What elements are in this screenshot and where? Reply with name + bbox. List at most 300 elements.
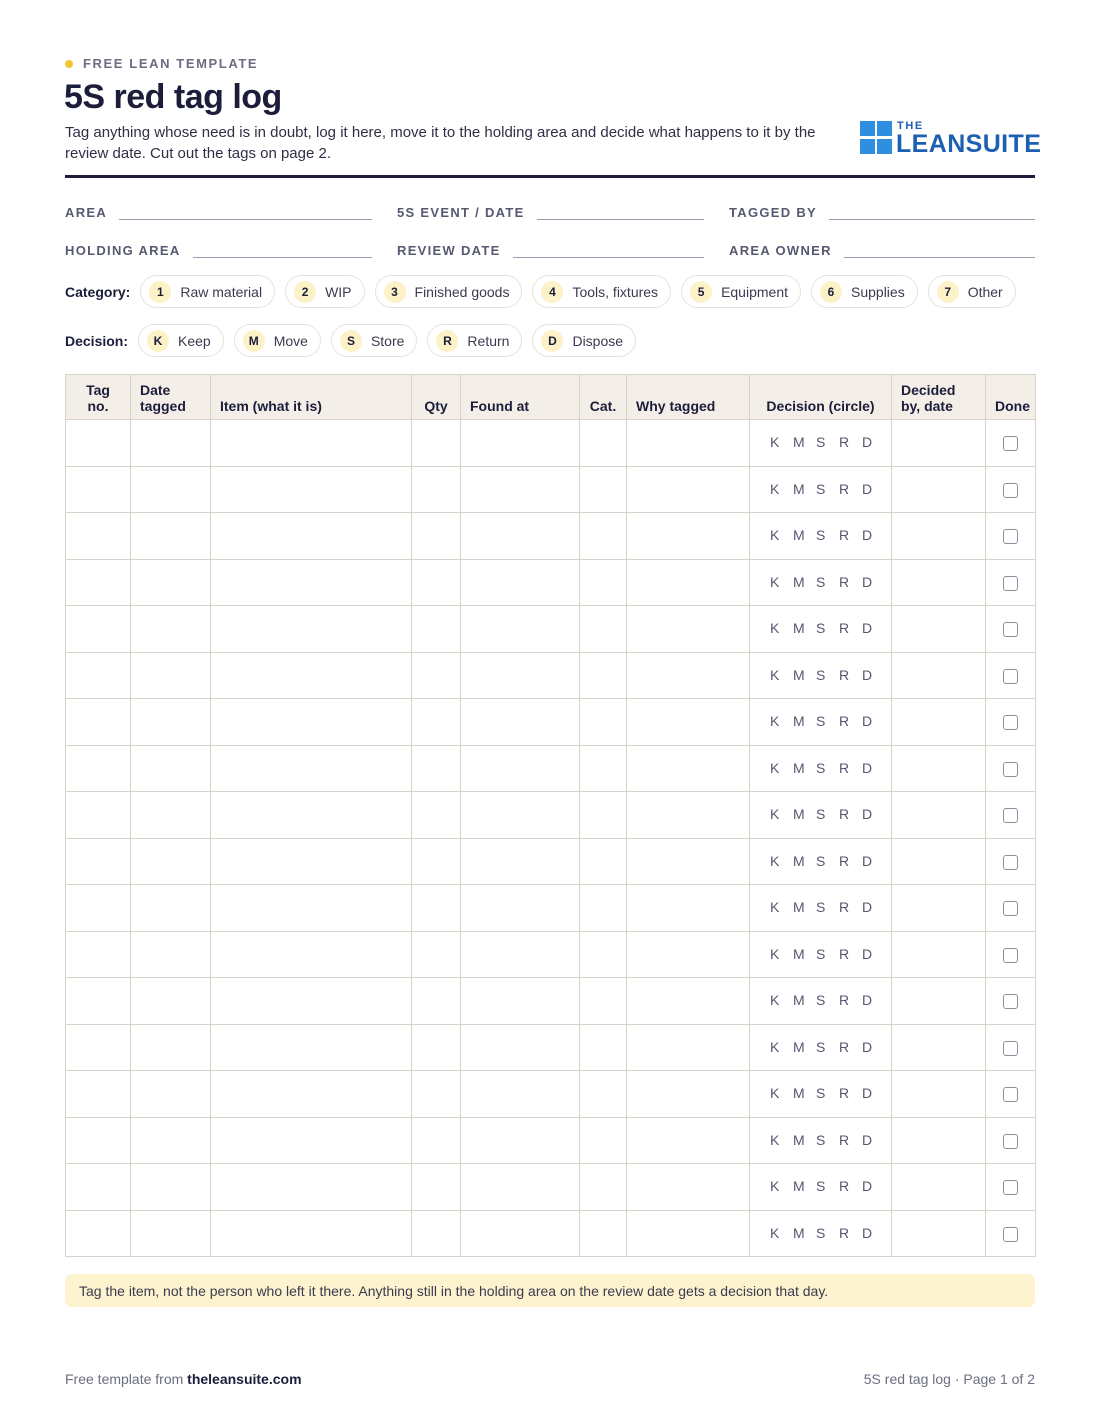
- cell-cat[interactable]: [580, 559, 627, 606]
- decision-option[interactable]: D: [862, 1038, 873, 1055]
- cell-decided[interactable]: [892, 1071, 986, 1118]
- decision-option[interactable]: M: [793, 1178, 805, 1194]
- cell-date-tagged[interactable]: [131, 838, 211, 885]
- cell-qty[interactable]: [412, 1024, 461, 1071]
- done-checkbox[interactable]: [1003, 436, 1018, 451]
- done-checkbox[interactable]: [1003, 948, 1018, 963]
- cell-decision[interactable]: [750, 792, 892, 839]
- decision-option[interactable]: R: [839, 1178, 850, 1194]
- cell-tag-no[interactable]: [66, 699, 131, 746]
- done-checkbox[interactable]: [1003, 483, 1018, 498]
- decision-option[interactable]: D: [862, 806, 873, 822]
- cell-decided[interactable]: [892, 420, 986, 467]
- cell-qty[interactable]: [412, 792, 461, 839]
- cell-decided[interactable]: [892, 978, 986, 1025]
- cell-found-at[interactable]: [461, 885, 580, 932]
- cell-found-at[interactable]: [461, 652, 580, 699]
- cell-cat[interactable]: [580, 792, 627, 839]
- cell-tag-no[interactable]: [66, 1024, 131, 1071]
- cell-why-tagged[interactable]: [627, 652, 750, 699]
- cell-decided[interactable]: [892, 838, 986, 885]
- cell-found-at[interactable]: [461, 745, 580, 792]
- cell-date-tagged[interactable]: [131, 1117, 211, 1164]
- decision-option[interactable]: R: [839, 434, 850, 450]
- decision-option[interactable]: M: [793, 434, 805, 450]
- decision-option[interactable]: S: [816, 713, 826, 729]
- cell-date-tagged[interactable]: [131, 513, 211, 560]
- decision-option[interactable]: K: [770, 573, 780, 590]
- cell-why-tagged[interactable]: [627, 978, 750, 1025]
- cell-date-tagged[interactable]: [131, 1210, 211, 1257]
- cell-item[interactable]: [211, 1164, 412, 1211]
- cell-cat[interactable]: [580, 1210, 627, 1257]
- leansuite-logo: [858, 120, 1042, 158]
- decision-option[interactable]: M: [793, 620, 805, 636]
- done-checkbox[interactable]: [1003, 576, 1018, 591]
- decision-option[interactable]: M: [793, 480, 805, 497]
- category-pill: [140, 275, 275, 308]
- decision-option[interactable]: R: [839, 1224, 850, 1241]
- decision-option[interactable]: M: [793, 713, 805, 729]
- decision-option[interactable]: S: [816, 1224, 826, 1241]
- cell-item[interactable]: [211, 838, 412, 885]
- done-checkbox[interactable]: [1003, 622, 1018, 637]
- decision-option[interactable]: K: [770, 759, 780, 776]
- category-pill: [375, 275, 523, 308]
- decision-option[interactable]: S: [816, 806, 826, 822]
- decision-option[interactable]: D: [862, 852, 873, 869]
- cell-date-tagged[interactable]: [131, 699, 211, 746]
- cell-tag-no[interactable]: [66, 420, 131, 467]
- decision-option[interactable]: R: [839, 573, 850, 590]
- decision-option[interactable]: R: [839, 1038, 850, 1055]
- decision-option[interactable]: M: [793, 1131, 805, 1148]
- decision-option[interactable]: S: [816, 480, 826, 497]
- decision-option[interactable]: M: [793, 1085, 805, 1101]
- cell-decided[interactable]: [892, 1117, 986, 1164]
- decision-option[interactable]: D: [862, 620, 873, 636]
- cell-qty[interactable]: [412, 885, 461, 932]
- decision-option[interactable]: K: [770, 945, 780, 962]
- decision-option[interactable]: D: [862, 480, 873, 497]
- table-body: [66, 420, 1036, 1257]
- decision-option[interactable]: K: [770, 852, 780, 869]
- cell-date-tagged[interactable]: [131, 885, 211, 932]
- done-checkbox[interactable]: [1003, 1180, 1018, 1195]
- cell-found-at[interactable]: [461, 420, 580, 467]
- cell-cat[interactable]: [580, 466, 627, 513]
- cell-tag-no[interactable]: [66, 466, 131, 513]
- cell-why-tagged[interactable]: [627, 1117, 750, 1164]
- cell-decision[interactable]: [750, 699, 892, 746]
- cell-why-tagged[interactable]: [627, 838, 750, 885]
- done-checkbox[interactable]: [1003, 762, 1018, 777]
- holding-area-field[interactable]: [65, 244, 372, 258]
- decision-badge: M: [243, 330, 265, 352]
- cell-decision[interactable]: [750, 606, 892, 653]
- decision-option[interactable]: S: [816, 434, 826, 450]
- cell-decided[interactable]: [892, 466, 986, 513]
- cell-decision[interactable]: [750, 838, 892, 885]
- decision-option[interactable]: S: [816, 945, 826, 962]
- cell-why-tagged[interactable]: [627, 420, 750, 467]
- decision-option[interactable]: K: [770, 1085, 780, 1101]
- cell-item[interactable]: [211, 792, 412, 839]
- cell-date-tagged[interactable]: [131, 792, 211, 839]
- kicker-text: FREE LEAN TEMPLATE: [83, 56, 259, 71]
- cell-decision[interactable]: [750, 1164, 892, 1211]
- cell-decision[interactable]: [750, 885, 892, 932]
- cell-found-at[interactable]: [461, 466, 580, 513]
- decision-option[interactable]: R: [839, 852, 850, 869]
- decision-option[interactable]: K: [770, 1178, 780, 1194]
- decision-option[interactable]: S: [816, 852, 826, 869]
- done-checkbox[interactable]: [1003, 994, 1018, 1009]
- area-owner-field[interactable]: [729, 244, 1035, 258]
- cell-item[interactable]: [211, 513, 412, 560]
- cell-decision[interactable]: [750, 1071, 892, 1118]
- cell-decision[interactable]: [750, 652, 892, 699]
- table-row: [66, 885, 1036, 932]
- cell-tag-no[interactable]: [66, 1210, 131, 1257]
- cell-tag-no[interactable]: [66, 1117, 131, 1164]
- decision-option[interactable]: R: [839, 759, 850, 776]
- cell-found-at[interactable]: [461, 978, 580, 1025]
- decision-option[interactable]: D: [862, 1085, 873, 1101]
- decision-option[interactable]: S: [816, 620, 826, 636]
- cell-decision[interactable]: [750, 1024, 892, 1071]
- cell-decided[interactable]: [892, 559, 986, 606]
- decision-option[interactable]: D: [862, 759, 873, 776]
- decision-option[interactable]: R: [839, 480, 850, 497]
- decision-option[interactable]: M: [793, 899, 805, 915]
- cell-tag-no[interactable]: [66, 1164, 131, 1211]
- cell-decided[interactable]: [892, 1210, 986, 1257]
- cell-tag-no[interactable]: [66, 606, 131, 653]
- cell-item[interactable]: [211, 466, 412, 513]
- cell-date-tagged[interactable]: [131, 745, 211, 792]
- cell-found-at[interactable]: [461, 559, 580, 606]
- cell-tag-no[interactable]: [66, 652, 131, 699]
- cell-tag-no[interactable]: [66, 978, 131, 1025]
- cell-decision[interactable]: [750, 559, 892, 606]
- cell-why-tagged[interactable]: [627, 699, 750, 746]
- decision-option[interactable]: K: [770, 527, 780, 543]
- cell-tag-no[interactable]: [66, 838, 131, 885]
- decision-option[interactable]: K: [770, 1224, 780, 1241]
- cell-qty[interactable]: [412, 1164, 461, 1211]
- cell-tag-no[interactable]: [66, 513, 131, 560]
- cell-item[interactable]: [211, 1024, 412, 1071]
- done-checkbox[interactable]: [1003, 855, 1018, 870]
- cell-found-at[interactable]: [461, 513, 580, 560]
- cell-found-at[interactable]: [461, 1071, 580, 1118]
- event-date-line[interactable]: [537, 219, 704, 220]
- table-row: [66, 745, 1036, 792]
- tagged-by-line[interactable]: [829, 219, 1035, 220]
- decision-option[interactable]: R: [839, 1131, 850, 1148]
- cell-cat[interactable]: [580, 1164, 627, 1211]
- decision-option[interactable]: S: [816, 899, 826, 915]
- cell-cat[interactable]: [580, 1024, 627, 1071]
- cell-qty[interactable]: [412, 1071, 461, 1118]
- decision-option[interactable]: S: [816, 759, 826, 776]
- holding-area-line[interactable]: [193, 257, 372, 258]
- cell-cat[interactable]: [580, 745, 627, 792]
- decision-option[interactable]: D: [862, 713, 873, 729]
- decision-option[interactable]: D: [862, 666, 873, 683]
- cell-tag-no[interactable]: [66, 792, 131, 839]
- cell-why-tagged[interactable]: [627, 513, 750, 560]
- cell-qty[interactable]: [412, 745, 461, 792]
- cell-qty[interactable]: [412, 931, 461, 978]
- cell-item[interactable]: [211, 745, 412, 792]
- cell-qty[interactable]: [412, 559, 461, 606]
- decision-option[interactable]: R: [839, 1085, 850, 1101]
- decision-option[interactable]: R: [839, 527, 850, 543]
- cell-qty[interactable]: [412, 1210, 461, 1257]
- decision-option[interactable]: S: [816, 1178, 826, 1194]
- cell-item[interactable]: [211, 606, 412, 653]
- cell-why-tagged[interactable]: [627, 931, 750, 978]
- logo-square-icon: [877, 139, 892, 154]
- done-checkbox[interactable]: [1003, 1227, 1018, 1242]
- area-owner-line[interactable]: [844, 257, 1035, 258]
- cell-found-at[interactable]: [461, 931, 580, 978]
- cell-date-tagged[interactable]: [131, 1071, 211, 1118]
- cell-decision[interactable]: [750, 1117, 892, 1164]
- cell-decision[interactable]: [750, 1210, 892, 1257]
- cell-found-at[interactable]: [461, 1024, 580, 1071]
- cell-date-tagged[interactable]: [131, 1024, 211, 1071]
- cell-decision[interactable]: [750, 466, 892, 513]
- decision-option[interactable]: K: [770, 899, 780, 915]
- tagged-by-field[interactable]: [729, 206, 1035, 220]
- done-checkbox[interactable]: [1003, 901, 1018, 916]
- cell-decided[interactable]: [892, 885, 986, 932]
- cell-why-tagged[interactable]: [627, 745, 750, 792]
- decision-option[interactable]: M: [793, 527, 805, 543]
- cell-cat[interactable]: [580, 606, 627, 653]
- cell-found-at[interactable]: [461, 1210, 580, 1257]
- decision-option[interactable]: R: [839, 666, 850, 683]
- cell-qty[interactable]: [412, 838, 461, 885]
- decision-option[interactable]: D: [862, 899, 873, 915]
- cell-why-tagged[interactable]: [627, 1210, 750, 1257]
- cell-cat[interactable]: [580, 699, 627, 746]
- page-subtitle: Tag anything whose need is in doubt, log it here, move it to the holding area and decide what happens to it by the review date. Cut out the tags on page 2.: [65, 124, 816, 162]
- cell-why-tagged[interactable]: [627, 1024, 750, 1071]
- decision-option[interactable]: K: [770, 1038, 780, 1055]
- decision-option[interactable]: M: [793, 945, 805, 962]
- cell-decision[interactable]: [750, 978, 892, 1025]
- decision-option[interactable]: D: [862, 992, 873, 1008]
- cell-item[interactable]: [211, 699, 412, 746]
- cell-qty[interactable]: [412, 513, 461, 560]
- decision-option[interactable]: S: [816, 573, 826, 590]
- logo-square-icon: [877, 121, 892, 136]
- decision-option[interactable]: D: [862, 434, 873, 450]
- decision-option[interactable]: S: [816, 992, 826, 1008]
- cell-cat[interactable]: [580, 931, 627, 978]
- cell-item[interactable]: [211, 931, 412, 978]
- category-label: Finished goods: [414, 283, 510, 300]
- decision-option[interactable]: S: [816, 1085, 826, 1101]
- cell-why-tagged[interactable]: [627, 559, 750, 606]
- cell-why-tagged[interactable]: [627, 606, 750, 653]
- decision-option[interactable]: D: [862, 1178, 873, 1194]
- decision-option[interactable]: S: [816, 1038, 826, 1055]
- cell-done: [986, 606, 1036, 653]
- decision-option[interactable]: K: [770, 1131, 780, 1148]
- decision-option[interactable]: D: [862, 1131, 873, 1148]
- cell-decided[interactable]: [892, 931, 986, 978]
- decision-option[interactable]: R: [839, 899, 850, 915]
- cell-decided[interactable]: [892, 513, 986, 560]
- done-checkbox[interactable]: [1003, 1134, 1018, 1149]
- cell-found-at[interactable]: [461, 699, 580, 746]
- review-date-field[interactable]: [397, 244, 704, 258]
- cell-date-tagged[interactable]: [131, 420, 211, 467]
- done-checkbox[interactable]: [1003, 669, 1018, 684]
- area-field[interactable]: [65, 206, 372, 220]
- decision-option[interactable]: K: [770, 806, 780, 822]
- decision-option[interactable]: R: [839, 806, 850, 822]
- cell-found-at[interactable]: [461, 838, 580, 885]
- cell-qty[interactable]: [412, 466, 461, 513]
- cell-qty[interactable]: [412, 978, 461, 1025]
- footer-site-link[interactable]: theleansuite.com: [187, 1371, 302, 1387]
- done-checkbox[interactable]: [1003, 1041, 1018, 1056]
- cell-item[interactable]: [211, 652, 412, 699]
- decision-option[interactable]: D: [862, 527, 873, 543]
- cell-decided[interactable]: [892, 792, 986, 839]
- cell-tag-no[interactable]: [66, 885, 131, 932]
- cell-done: [986, 792, 1036, 839]
- cell-item[interactable]: [211, 885, 412, 932]
- cell-tag-no[interactable]: [66, 745, 131, 792]
- decision-option[interactable]: S: [816, 1131, 826, 1148]
- cell-cat[interactable]: [580, 513, 627, 560]
- cell-decided[interactable]: [892, 652, 986, 699]
- cell-qty[interactable]: [412, 420, 461, 467]
- cell-decided[interactable]: [892, 699, 986, 746]
- cell-decided[interactable]: [892, 606, 986, 653]
- cell-item[interactable]: [211, 1071, 412, 1118]
- cell-date-tagged[interactable]: [131, 466, 211, 513]
- event-date-field[interactable]: [397, 206, 704, 220]
- cell-item[interactable]: [211, 1117, 412, 1164]
- decision-option[interactable]: M: [793, 1038, 805, 1055]
- decision-option[interactable]: D: [862, 573, 873, 590]
- cell-date-tagged[interactable]: [131, 559, 211, 606]
- decision-option[interactable]: M: [793, 666, 805, 683]
- cell-item[interactable]: [211, 559, 412, 606]
- cell-date-tagged[interactable]: [131, 606, 211, 653]
- cell-item[interactable]: [211, 1210, 412, 1257]
- cell-cat[interactable]: [580, 1071, 627, 1118]
- cell-found-at[interactable]: [461, 1117, 580, 1164]
- area-line[interactable]: [119, 219, 372, 220]
- cell-decision[interactable]: [750, 513, 892, 560]
- cell-item[interactable]: [211, 420, 412, 467]
- cell-tag-no[interactable]: [66, 931, 131, 978]
- cell-decided[interactable]: [892, 1164, 986, 1211]
- decision-option[interactable]: R: [839, 992, 850, 1008]
- decision-option[interactable]: M: [793, 992, 805, 1008]
- cell-date-tagged[interactable]: [131, 652, 211, 699]
- cell-tag-no[interactable]: [66, 1071, 131, 1118]
- decision-option[interactable]: K: [770, 713, 780, 729]
- decision-option[interactable]: K: [770, 620, 780, 636]
- decision-option[interactable]: M: [793, 806, 805, 822]
- cell-cat[interactable]: [580, 420, 627, 467]
- cell-decided[interactable]: [892, 1024, 986, 1071]
- cell-done: [986, 978, 1036, 1025]
- decision-option[interactable]: M: [793, 759, 805, 776]
- decision-option[interactable]: D: [862, 945, 873, 962]
- review-date-line[interactable]: [513, 257, 704, 258]
- cell-cat[interactable]: [580, 1117, 627, 1164]
- cell-found-at[interactable]: [461, 1164, 580, 1211]
- decision-option[interactable]: M: [793, 1224, 805, 1241]
- cell-decision[interactable]: [750, 420, 892, 467]
- cell-why-tagged[interactable]: [627, 792, 750, 839]
- cell-found-at[interactable]: [461, 606, 580, 653]
- done-checkbox[interactable]: [1003, 529, 1018, 544]
- cell-found-at[interactable]: [461, 792, 580, 839]
- done-checkbox[interactable]: [1003, 715, 1018, 730]
- cell-date-tagged[interactable]: [131, 978, 211, 1025]
- cell-cat[interactable]: [580, 652, 627, 699]
- decision-option[interactable]: K: [770, 666, 780, 683]
- col-date-tagged-line2: tagged: [140, 398, 186, 414]
- cell-item[interactable]: [211, 978, 412, 1025]
- cell-why-tagged[interactable]: [627, 466, 750, 513]
- decision-option[interactable]: S: [816, 666, 826, 683]
- decision-option[interactable]: R: [839, 713, 850, 729]
- cell-cat[interactable]: [580, 885, 627, 932]
- cell-why-tagged[interactable]: [627, 885, 750, 932]
- done-checkbox[interactable]: [1003, 808, 1018, 823]
- cell-decision[interactable]: [750, 931, 892, 978]
- cell-qty[interactable]: [412, 606, 461, 653]
- cell-date-tagged[interactable]: [131, 1164, 211, 1211]
- decision-option[interactable]: R: [839, 945, 850, 962]
- cell-decided[interactable]: [892, 745, 986, 792]
- cell-qty[interactable]: [412, 1117, 461, 1164]
- decision-option[interactable]: K: [770, 480, 780, 497]
- cell-cat[interactable]: [580, 838, 627, 885]
- cell-qty[interactable]: [412, 699, 461, 746]
- cell-why-tagged[interactable]: [627, 1071, 750, 1118]
- done-checkbox[interactable]: [1003, 1087, 1018, 1102]
- decision-option[interactable]: K: [770, 992, 780, 1008]
- decision-option[interactable]: D: [862, 1224, 873, 1241]
- logo-square-icon: [860, 139, 875, 154]
- decision-option[interactable]: K: [770, 434, 780, 450]
- cell-why-tagged[interactable]: [627, 1164, 750, 1211]
- decision-option[interactable]: R: [839, 620, 850, 636]
- decision-option[interactable]: M: [793, 573, 805, 590]
- cell-tag-no[interactable]: [66, 559, 131, 606]
- decision-option[interactable]: S: [816, 527, 826, 543]
- cell-decision[interactable]: [750, 745, 892, 792]
- cell-date-tagged[interactable]: [131, 931, 211, 978]
- cell-cat[interactable]: [580, 978, 627, 1025]
- decision-option[interactable]: M: [793, 852, 805, 869]
- cell-qty[interactable]: [412, 652, 461, 699]
